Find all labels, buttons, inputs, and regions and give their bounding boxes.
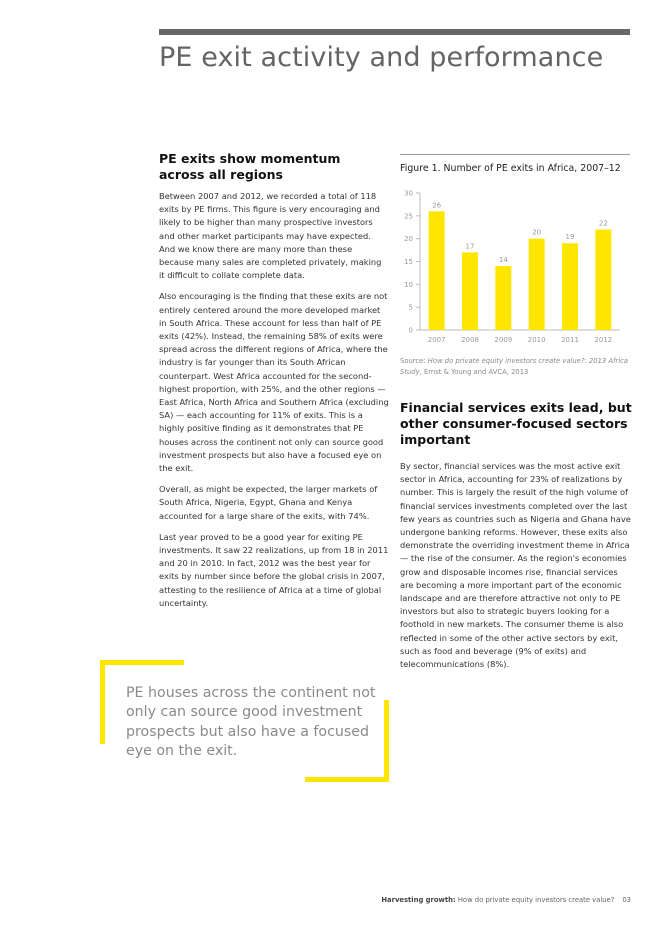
y-tick-label: 30	[404, 189, 413, 198]
x-tick-label: 2010	[527, 336, 546, 344]
x-tick-label: 2008	[461, 336, 479, 344]
bar-value-label: 20	[532, 228, 542, 237]
figure-source	[400, 356, 632, 377]
figure-title: Figure 1. Number of PE exits in Africa, 2007–12	[400, 163, 621, 174]
left-paragraph-4: Last year proved to be a good year for exiting PE investments. It saw 22 realizations, up from 18 in 2011 and 20 in 2010. In fact, 2012 was the best year for exits by number since before the global crisis in 2007, attesting to the resilience of Africa at a time of global uncertainty.	[159, 531, 389, 608]
y-tick-label: 20	[404, 235, 413, 244]
bar-value-label: 17	[465, 242, 475, 251]
bar-value-label: 14	[498, 256, 508, 265]
left-paragraph-2: Also encouraging is the finding that these exits are not entirely centered around the more developed market in South Africa. These account for less than half of PE exits (42%). Instead, the remaining 58% of exits were spread across the different regions of Africa, where the industry is far younger than its South African counterpart. West Africa accounted for the second-highest proportion, with 25%, and the other regions — East Africa, North Africa and Southern Africa (excluding SA) — each accounting for 11% of exits. This is a highly positive finding as it demonstrates that PE houses across the continent not only can source good investment prospects but also have a focused eye on the exit.	[159, 291, 389, 474]
source-suffix: , Ernst & Young and AVCA, 2013	[419, 367, 529, 376]
right-column	[400, 400, 632, 679]
figure-rule	[400, 154, 630, 155]
bar-2008	[462, 252, 478, 330]
y-tick-label: 5	[408, 303, 413, 312]
bar-value-label: 26	[432, 201, 442, 210]
bar-value-label: 22	[598, 219, 608, 228]
x-tick-label: 2011	[561, 336, 579, 344]
page-number: 03	[622, 896, 631, 904]
bar-2007	[429, 211, 445, 330]
y-tick-label: 10	[404, 280, 413, 289]
y-tick-label: 25	[404, 212, 413, 221]
x-tick-label: 2012	[594, 336, 613, 344]
source-prefix: Source:	[400, 357, 428, 365]
left-column	[159, 151, 389, 618]
left-paragraph-1: Between 2007 and 2012, we recorded a total of 118 exits by PE firms. This figure is very encouraging and likely to be higher than many prospective investors and other market participants may have expected. And we know there are many more than these because many sales are completed privately, making it difficult to collate complete data.	[159, 191, 382, 281]
x-tick-label: 2007	[427, 336, 446, 344]
pull-quote: PE houses across the continent not only can source good investment prospects but also have a focused eye on the exit.	[126, 685, 376, 760]
title-rule	[159, 29, 630, 35]
y-tick-label: 15	[404, 258, 413, 266]
right-section-heading: Financial services exits lead, but other consumer-focused sectors important	[400, 400, 632, 447]
page-title: PE exit activity and performance	[159, 42, 604, 73]
bar-value-label: 19	[565, 233, 575, 242]
y-tick-label: 0	[408, 326, 413, 335]
source-title: How do private equity investors create value?: 2013 Africa Study	[400, 357, 629, 376]
footer-series: Harvesting growth:	[381, 896, 456, 904]
bar-2012	[595, 230, 611, 330]
x-tick-label: 2009	[494, 336, 513, 344]
bar-2010	[529, 239, 545, 330]
bar-chart	[398, 185, 630, 347]
right-paragraph-1: By sector, financial services was the most active exit sector in Africa, accounting for 23% of realizations by number. This is largely the result of the high volume of financial services investments completed over the last few years as countries such as Nigeria and Ghana have undergone banking reforms. However, these exits also demonstrate the overriding investment theme in Africa — the rise of the consumer. As the region's economies grow and disposable incomes rise, financial services are becoming a more important part of the economic landscape and are therefore attractive not only to PE investors but also to strategic buyers looking for a foothold in new markets. The consumer theme is also reflected in some of the other active sectors by exit, such as food and beverage (9% of exits) and telecommunications (8%).	[400, 461, 631, 670]
bar-2009	[495, 266, 511, 330]
left-section-heading: PE exits show momentum across all regions	[159, 151, 341, 182]
footer-title: How do private equity investors create value?	[455, 896, 615, 904]
page-footer	[381, 896, 631, 904]
left-paragraph-3: Overall, as might be expected, the larger markets of South Africa, Nigeria, Egypt, Ghana and Kenya accounted for a large share of the exits, with 74%.	[159, 484, 378, 521]
bar-2011	[562, 243, 578, 330]
